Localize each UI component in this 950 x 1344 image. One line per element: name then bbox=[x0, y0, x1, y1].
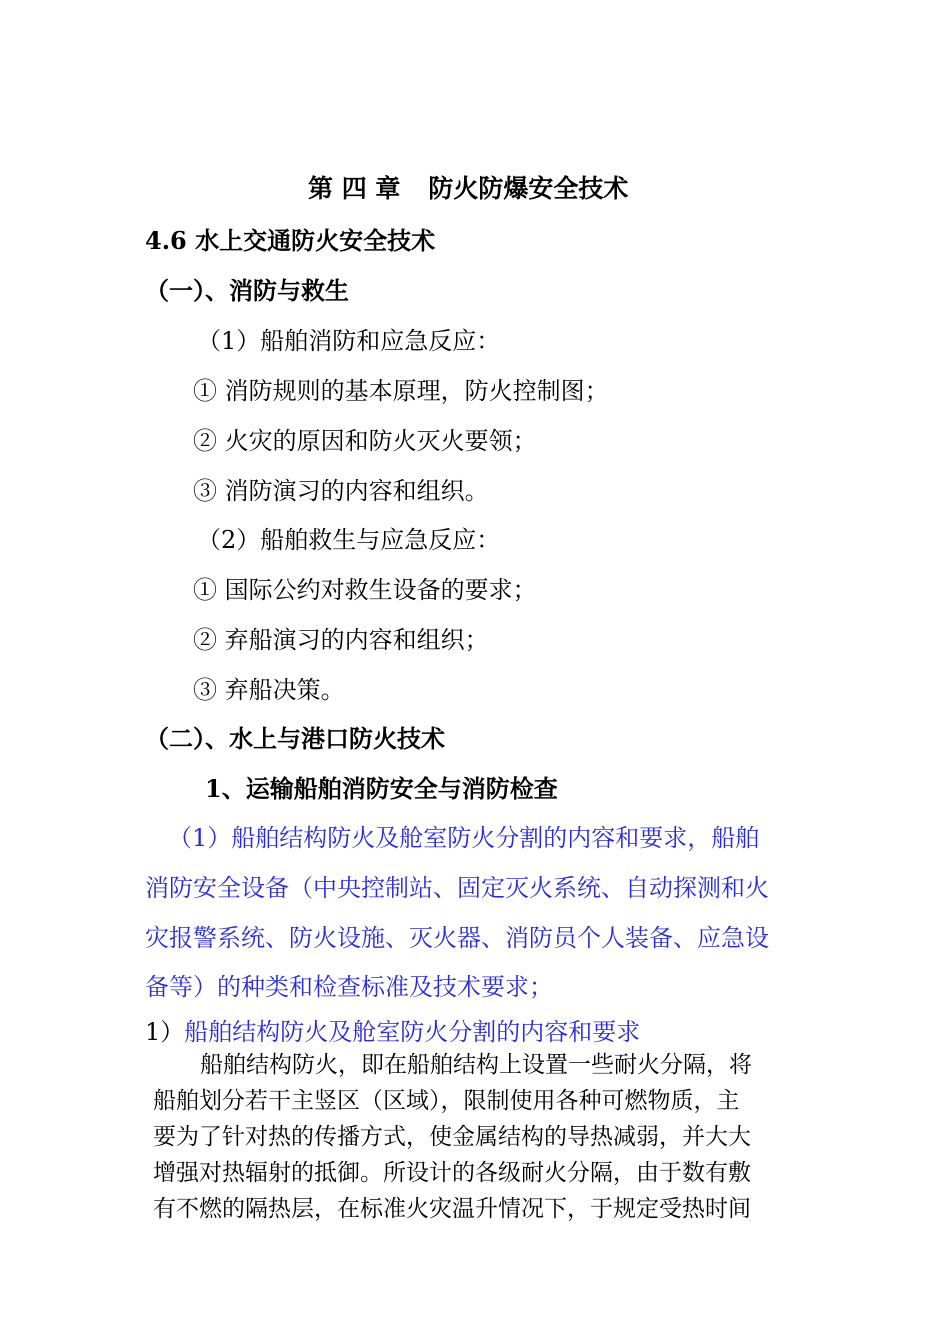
part2-subheading: 1、运输船舶消防安全与消防检查 bbox=[205, 774, 558, 803]
body-line: 船舶划分若干主竖区（区域），限制使用各种可燃物质，主 bbox=[153, 1088, 740, 1114]
blue-paragraph-line: （1）船舶结构防火及舱室防火分割的内容和要求，船舶 bbox=[168, 824, 760, 852]
body-line: 有不燃的隔热层，在标准火灾温升情况下，于规定受热时间 bbox=[153, 1196, 751, 1222]
blue-paragraph-line: 消防安全设备（中央控制站、固定灭火系统、自动探测和火 bbox=[145, 874, 769, 902]
blue-paragraph-line: 备等）的种类和检查标准及技术要求； bbox=[145, 973, 553, 1001]
body-line: 增强对热辐射的抵御。所设计的各级耐火分隔，由于数有敷 bbox=[153, 1160, 751, 1186]
part2-heading: （二）、水上与港口防火技术 bbox=[145, 724, 445, 753]
chapter-number: 第 四 章 bbox=[308, 174, 401, 203]
item1-title: 船舶结构防火及舱室防火分割的内容和要求 bbox=[184, 1018, 641, 1046]
part1-sub1-item: ② 火灾的原因和防火灭火要领； bbox=[193, 427, 537, 455]
body-line: 要为了针对热的传播方式，使金属结构的导热减弱，并大大 bbox=[153, 1124, 751, 1150]
blue-paragraph-line: 灾报警系统、防火设施、灭火器、消防员个人装备、应急设 bbox=[145, 924, 769, 952]
part1-sub1-item: ③ 消防演习的内容和组织。 bbox=[193, 477, 489, 505]
body-line: 船舶结构防火，即在船舶结构上设置一些耐火分隔，将 bbox=[200, 1052, 752, 1078]
part1-sub2-item: ③ 弃船决策。 bbox=[193, 676, 345, 704]
chapter-title bbox=[308, 174, 628, 204]
part1-sub2-item: ① 国际公约对救生设备的要求； bbox=[193, 576, 537, 604]
part1-sub1-item: ① 消防规则的基本原理，防火控制图； bbox=[193, 377, 609, 405]
part1-sub1-title: （1）船舶消防和应急反应： bbox=[197, 327, 501, 355]
part1-sub2-item: ② 弃船演习的内容和组织； bbox=[193, 626, 489, 654]
item1-heading bbox=[145, 1017, 640, 1047]
part1-heading: （一）、消防与救生 bbox=[145, 276, 349, 305]
section-title: 4.6 水上交通防火安全技术 bbox=[145, 226, 436, 255]
item1-prefix: 1） bbox=[145, 1018, 185, 1046]
chapter-name: 防火防爆安全技术 bbox=[428, 174, 629, 203]
part1-sub2-title: （2）船舶救生与应急反应： bbox=[197, 526, 501, 554]
